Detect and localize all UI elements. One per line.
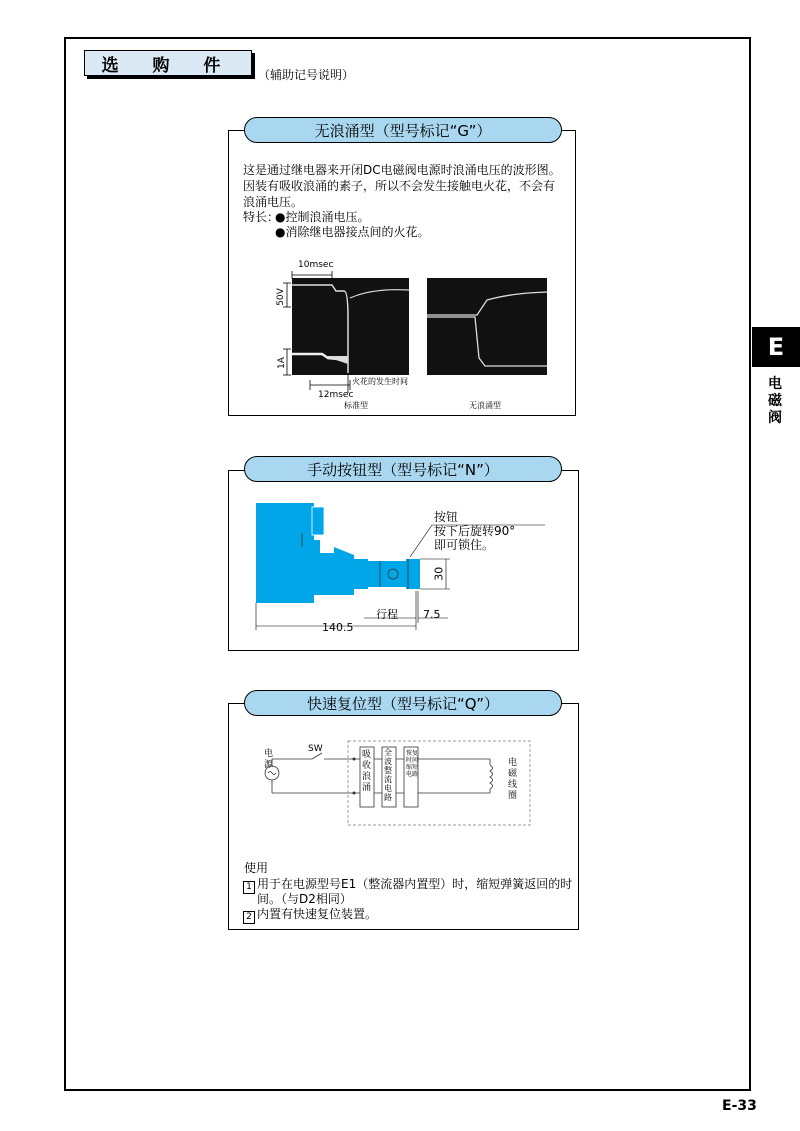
dim-height: 30 bbox=[432, 566, 446, 581]
usage-item-1-cont: 间。（与D2相同） bbox=[257, 892, 352, 906]
graph-spark-label: 火花的发生时间 bbox=[352, 377, 408, 386]
usage-number: 2 bbox=[243, 911, 255, 924]
dim-stroke: 7.5 bbox=[423, 608, 441, 621]
section-q-title: 快速复位型（型号标记“Q”） bbox=[244, 690, 562, 716]
section-g-desc-line: 这是通过继电器来开闭DC电磁阀电源时浪涌电压的波形图。 bbox=[243, 163, 561, 177]
page-number: E-33 bbox=[722, 1098, 757, 1114]
graph-time-top: 10msec bbox=[298, 260, 334, 270]
usage-item-2 bbox=[243, 907, 377, 924]
circuit-coil-label: 电磁线圈 bbox=[508, 758, 518, 801]
side-tab: E bbox=[752, 327, 800, 367]
page-subtitle: （辅助记号说明） bbox=[258, 68, 355, 82]
circuit-power-label: 电源 bbox=[264, 749, 274, 770]
dim-length: 140.5 bbox=[322, 621, 354, 634]
usage-title: 使用 bbox=[244, 861, 269, 875]
graph-voltage: 50V bbox=[275, 288, 286, 306]
waveform-surgeless bbox=[427, 278, 547, 375]
circuit-block-recovery: 恢复时间缩短电路 bbox=[406, 750, 419, 778]
circuit-block-surge: 吸收浪涌 bbox=[362, 750, 372, 793]
usage-text: 内置有快速复位装置。 bbox=[257, 907, 378, 921]
graph-caption-surgeless: 无浪涌型 bbox=[469, 401, 501, 410]
feature-item: ●消除继电器接点间的火花。 bbox=[275, 225, 430, 239]
button-callout: 按钮 bbox=[434, 510, 459, 524]
dim-stroke-label: 行程 bbox=[376, 608, 398, 621]
usage-text: 用于在电源型号E1（整流器内置型）时，缩短弹簧返回的时 bbox=[257, 877, 573, 891]
button-callout: 按下后旋转90° bbox=[434, 524, 516, 538]
section-n-title: 手动按钮型（型号标记“N”） bbox=[244, 456, 562, 482]
page-title: 选 购 件 bbox=[84, 50, 252, 76]
circuit-diagram bbox=[258, 735, 538, 835]
button-callout: 即可锁住。 bbox=[434, 538, 495, 552]
usage-number: 1 bbox=[243, 881, 255, 894]
feature-item: ●控制浪涌电压。 bbox=[275, 210, 370, 224]
circuit-switch-label: SW bbox=[308, 744, 323, 754]
graph-caption-standard: 标准型 bbox=[344, 401, 368, 410]
graph-time-bottom: 12msec bbox=[318, 390, 354, 400]
section-g-desc-line: 因装有吸收浪涌的素子，所以不会发生接触电火花，不会有 bbox=[243, 179, 556, 193]
section-g-desc-line: 浪涌电压。 bbox=[243, 195, 304, 209]
section-g-title: 无浪涌型（型号标记“G”） bbox=[244, 117, 562, 143]
side-label: 电磁阀 bbox=[768, 376, 782, 426]
circuit-block-rectifier: 全波整流电路 bbox=[384, 748, 392, 802]
graph-current: 1A bbox=[276, 357, 287, 369]
features-label: 特长： bbox=[243, 210, 280, 224]
